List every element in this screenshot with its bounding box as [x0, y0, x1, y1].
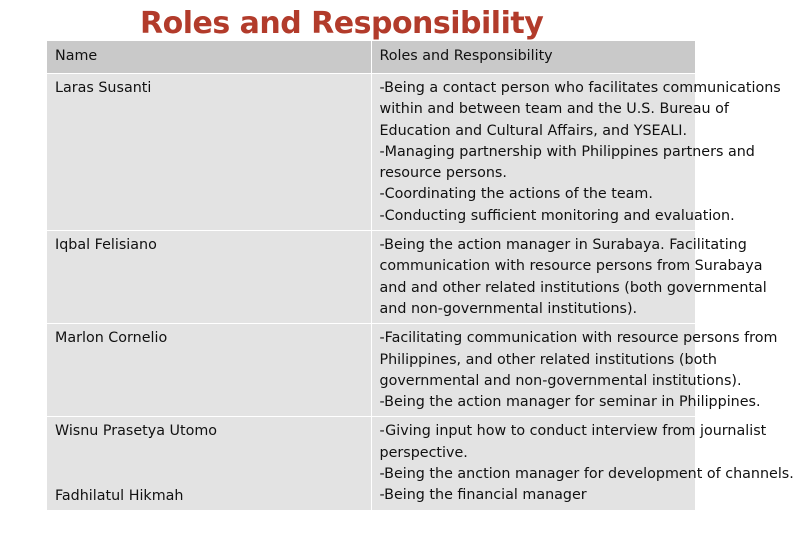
slide-title: Roles and Responsibility	[140, 6, 544, 41]
role-line: communication with resource persons from Surabaya	[379, 258, 763, 275]
role-line: Philippines, and other related institutions (both	[379, 351, 717, 368]
table-row	[47, 231, 696, 324]
roles-cell	[371, 417, 794, 511]
member-name: Fadhilatul Hikmah	[55, 487, 184, 504]
roles-table	[46, 40, 794, 511]
role-line: -Being the anction manager for development of channels.	[379, 466, 794, 483]
role-line: -Being a contact person who facilitates communications	[379, 80, 781, 96]
role-line: and and other related institutions (both governmental	[379, 279, 767, 296]
role-line: resource persons.	[379, 165, 507, 182]
table-row	[47, 417, 696, 511]
roles-cell	[371, 74, 781, 231]
role-line: governmental and non-governmental institutions).	[379, 372, 742, 389]
role-line: and non-governmental institutions).	[379, 300, 638, 317]
role-line: -Being the action manager in Surabaya. Facilitating	[379, 237, 747, 254]
header-name: Name	[47, 41, 372, 74]
role-line: -Facilitating communication with resource persons from	[379, 330, 778, 347]
roles-cell	[371, 324, 778, 417]
table-row	[47, 74, 696, 231]
role-line: -Coordinating the actions of the team.	[379, 186, 653, 203]
header-roles: Roles and Responsibility	[371, 41, 696, 74]
name-cell: Marlon Cornelio	[47, 324, 372, 417]
name-cell	[47, 417, 372, 511]
role-line: -Giving input how to conduct interview from journalist	[379, 423, 767, 440]
table-row	[47, 324, 696, 417]
name-cell: Iqbal Felisiano	[47, 231, 372, 324]
roles-cell	[371, 231, 767, 324]
role-line: Education and Cultural Affairs, and YSEALI.	[379, 122, 688, 139]
role-line: perspective.	[379, 444, 468, 461]
role-line: -Being the action manager for seminar in Philippines.	[379, 394, 761, 411]
role-line: -Conducting sufficient monitoring and evaluation.	[379, 207, 735, 224]
role-line: -Managing partnership with Philippines partners and	[379, 143, 755, 160]
name-cell: Laras Susanti	[47, 74, 372, 231]
role-line: within and between team and the U.S. Bureau of	[379, 101, 729, 118]
table-header-row	[47, 41, 696, 74]
member-name: Wisnu Prasetya Utomo	[55, 423, 218, 440]
role-line: -Being the financial manager	[379, 487, 587, 504]
